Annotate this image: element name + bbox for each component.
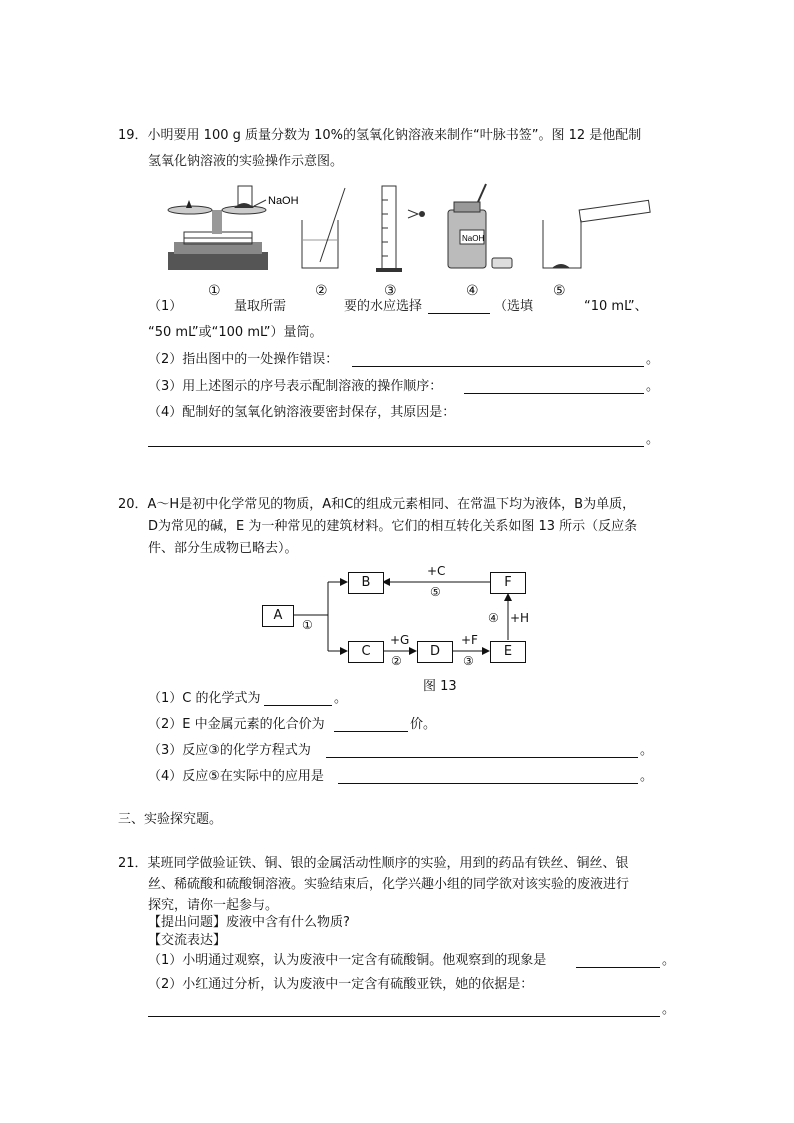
naoh-label: NaOH [268, 195, 299, 207]
q20-p4-end: 。 [640, 769, 654, 784]
q19-p4-end: 。 [646, 432, 660, 447]
q20-line2: D为常见的碱，E 为一种常见的建筑材料。它们的相互转化关系如图 13 所示（反应条 [148, 519, 638, 534]
step-4-label: ④ [466, 283, 479, 299]
q19-p1-b: 要的水应选择 [344, 299, 423, 314]
label-plus-c: +C [427, 564, 446, 578]
label-plus-g: +G [390, 633, 410, 647]
label-reaction-1: ① [302, 618, 313, 632]
q21-line3: 探究，请你一起参与。 [148, 898, 279, 913]
step-5-label: ⑤ [553, 283, 566, 299]
q19-p3-end: 。 [646, 379, 660, 394]
node-F: F [490, 572, 526, 594]
q19-p1-d: “10 mL”、 [584, 299, 648, 314]
step-1-label: ① [208, 283, 221, 299]
step-2-label: ② [315, 283, 328, 299]
figure-13-caption: 图 13 [423, 679, 457, 694]
q20-p3: （3）反应③的化学方程式为 [148, 743, 311, 758]
q21-line2: 丝、稀硫酸和硫酸铜溶液。实验结束后，化学兴趣小组的同学欲对该实验的废液进行 [148, 877, 630, 892]
q21-p1: （1）小明通过观察，认为废液中一定含有硫酸铜。他观察到的现象是 [148, 953, 547, 968]
q21-line1: 21．某班同学做验证铁、铜、银的金属活动性顺序的实验，用到的药品有铁丝、铜丝、银 [118, 856, 629, 871]
q20-line1: 20．A～H是初中化学常见的物质，A和C的组成元素相同、在常温下均为液体，B为单质， [118, 497, 636, 512]
q19-line1: 19．小明要用 100 g 质量分数为 10%的氢氧化钠溶液来制作“叶脉书签”。图 12 是他配制 [118, 128, 642, 143]
q19-p1-num: （1） [148, 299, 183, 314]
q19-p2-end: 。 [646, 352, 660, 367]
node-B: B [348, 572, 384, 594]
label-plus-h: +H [510, 611, 530, 625]
q20-p2: （2）E 中金属元素的化合价为 [148, 717, 325, 732]
step-3-label: ③ [384, 283, 397, 299]
label-reaction-3: ③ [463, 654, 474, 668]
q19-p1-line2: “50 mL”或“100 mL”）量筒。 [148, 325, 323, 340]
q21-p1-end: 。 [662, 953, 676, 968]
node-C: C [348, 641, 384, 663]
node-E: E [490, 641, 526, 663]
node-D: D [417, 641, 453, 663]
section-3-heading: 三、实验探究题。 [118, 812, 223, 827]
q21-p2-answer-blank[interactable] [148, 1015, 660, 1017]
q19-p1-a: 量取所需 [234, 299, 287, 314]
q19-p3: （3）用上述图示的序号表示配制溶液的操作顺序： [148, 379, 443, 394]
label-reaction-5: ⑤ [430, 585, 441, 599]
q20-p2-end: 价。 [410, 717, 437, 732]
q20-p3-end: 。 [640, 743, 654, 758]
q21-exchange-head: 【交流表达】 [148, 933, 227, 948]
node-A: A [262, 605, 294, 627]
q19-p2: （2）指出图中的一处操作错误： [148, 352, 339, 367]
q20-line3: 件、部分生成物已略去）。 [148, 541, 298, 556]
q20-p1-answer-blank[interactable] [264, 704, 332, 706]
q20-p3-answer-blank[interactable] [326, 756, 638, 758]
q21-question-head: 【提出问题】废液中含有什么物质? [148, 915, 350, 930]
q19-p4: （4）配制好的氢氧化钠溶液要密封保存，其原因是： [148, 405, 456, 420]
jar-label: NaOH [462, 234, 485, 243]
label-reaction-4: ④ [488, 611, 499, 625]
q20-p1-end: 。 [334, 691, 348, 706]
q20-p4-answer-blank[interactable] [338, 782, 638, 784]
q21-p2-end: 。 [662, 1002, 676, 1017]
label-plus-f: +F [461, 633, 478, 647]
q19-p1-c: （选填 [494, 299, 534, 314]
q19-line2: 氢氧化钠溶液的实验操作示意图。 [148, 154, 344, 169]
q20-p2-answer-blank[interactable] [334, 730, 408, 732]
q20-p1: （1）C 的化学式为 [148, 691, 261, 706]
q21-p1-answer-blank[interactable] [576, 966, 660, 968]
q21-p2: （2）小红通过分析，认为废液中一定含有硫酸亚铁，她的依据是： [148, 977, 534, 992]
q20-p4: （4）反应⑤在实际中的应用是 [148, 769, 324, 784]
label-reaction-2: ② [391, 654, 402, 668]
